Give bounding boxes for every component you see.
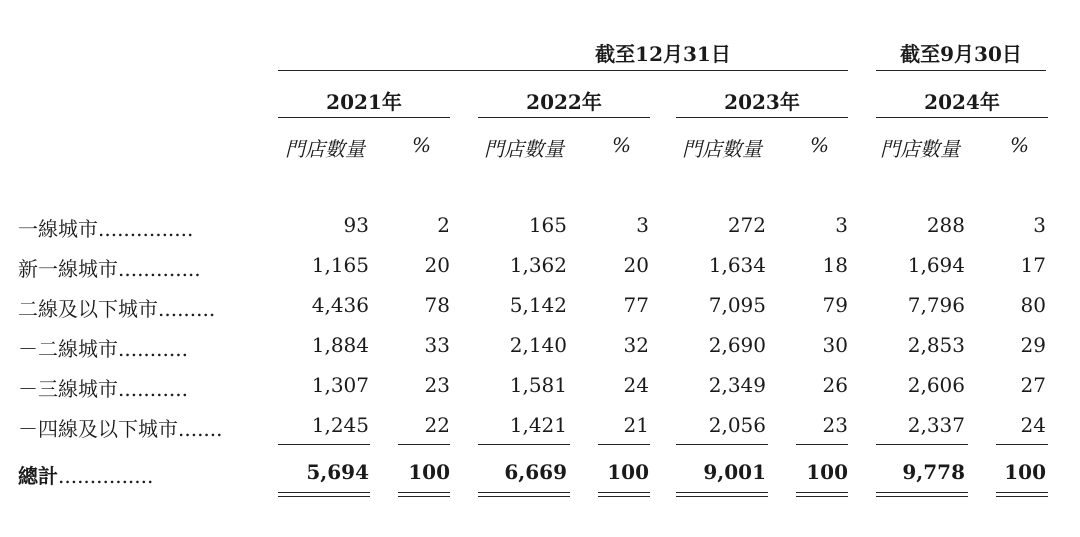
cell-pct-2023: 79 (822, 293, 848, 317)
cell-pct-2021: 33 (424, 333, 450, 357)
total-double-rule (796, 492, 848, 497)
leader-dots: ........... (118, 337, 188, 361)
cell-stores-2021: 1,307 (311, 373, 369, 397)
year-rule-2023 (676, 117, 848, 118)
leader-dots: ........... (118, 377, 188, 401)
cell-stores-2023: 2,349 (708, 373, 766, 397)
row-label: 一線城市 (18, 217, 98, 241)
subheader-pct-2024: % (1010, 133, 1030, 157)
cell-pct-2021: 22 (424, 413, 450, 437)
cell-stores-2022: 2,140 (509, 333, 567, 357)
cell-stores-2022: 1,421 (509, 413, 567, 437)
cell-pct-2022: 77 (623, 293, 649, 317)
cell-stores-2023: 1,634 (708, 253, 766, 277)
subheader-pct-2021: % (412, 133, 432, 157)
cell-stores-2024: 288 (926, 213, 965, 237)
total-double-rule (278, 492, 370, 497)
subheader-pct-2023: % (810, 133, 830, 157)
subtotal-rule (876, 444, 968, 445)
cell-pct-2021: 2 (437, 213, 450, 237)
cell-stores-2023: 272 (727, 213, 766, 237)
row-label: －二線城市 (18, 337, 118, 361)
cell-pct-2022: 20 (623, 253, 649, 277)
cell-pct-2022: 32 (623, 333, 649, 357)
cell-pct-2022: 24 (623, 373, 649, 397)
year-rule-2021 (278, 117, 450, 118)
cell-stores-2024: 1,694 (907, 253, 965, 277)
leader-dots: ............... (58, 464, 154, 488)
year-header-2024: 2024年 (924, 90, 1000, 114)
cell-pct-2024: 80 (1020, 293, 1046, 317)
cell-stores-2024: 2,337 (907, 413, 965, 437)
year-rule-2024 (876, 117, 1048, 118)
leader-dots: ............... (98, 217, 194, 241)
year-rule-2022 (478, 117, 650, 118)
subheader-stores-2023: 門店數量 (682, 137, 762, 161)
subheader-pct-2022: % (612, 133, 632, 157)
row-label: 二線及以下城市 (18, 297, 158, 321)
leader-dots: ......... (158, 297, 216, 321)
cell-pct-2023: 23 (822, 413, 848, 437)
year-header-2021: 2021年 (326, 90, 402, 114)
cell-stores-2024: 2,606 (907, 373, 965, 397)
subtotal-rule (796, 444, 848, 445)
leader-dots: ....... (178, 417, 223, 441)
total-double-rule (398, 492, 450, 497)
total-stores-2024: 9,778 (902, 460, 965, 484)
total-pct-2022: 100 (607, 460, 649, 484)
year-header-2023: 2023年 (724, 90, 800, 114)
total-double-rule (598, 492, 650, 497)
cell-pct-2024: 3 (1033, 213, 1046, 237)
cell-stores-2024: 7,796 (907, 293, 965, 317)
cell-stores-2022: 5,142 (509, 293, 567, 317)
total-double-rule (676, 492, 768, 497)
leader-dots: ............. (118, 257, 201, 281)
cell-pct-2022: 3 (636, 213, 649, 237)
total-double-rule (876, 492, 968, 497)
period-header-dec31: 截至12月31日 (595, 42, 731, 66)
cell-pct-2024: 27 (1020, 373, 1046, 397)
subheader-stores-2024: 門店數量 (880, 137, 960, 161)
subtotal-rule (996, 444, 1048, 445)
cell-stores-2022: 165 (528, 213, 567, 237)
cell-stores-2021: 93 (343, 213, 369, 237)
year-header-2022: 2022年 (526, 90, 602, 114)
cell-pct-2022: 21 (623, 413, 649, 437)
cell-stores-2023: 2,056 (708, 413, 766, 437)
subtotal-rule (398, 444, 450, 445)
subheader-stores-2022: 門店數量 (484, 137, 564, 161)
total-label: 總計 (18, 464, 58, 488)
total-pct-2023: 100 (806, 460, 848, 484)
subtotal-rule (278, 444, 370, 445)
cell-pct-2024: 17 (1020, 253, 1046, 277)
cell-stores-2024: 2,853 (907, 333, 965, 357)
cell-pct-2021: 78 (424, 293, 450, 317)
cell-pct-2024: 29 (1020, 333, 1046, 357)
total-stores-2021: 5,694 (306, 460, 369, 484)
period-header-sep30: 截至9月30日 (900, 42, 1022, 66)
cell-stores-2022: 1,581 (509, 373, 567, 397)
cell-pct-2021: 20 (424, 253, 450, 277)
period-rule-2 (876, 70, 1046, 71)
cell-stores-2023: 2,690 (708, 333, 766, 357)
subtotal-rule (478, 444, 570, 445)
total-pct-2024: 100 (1004, 460, 1046, 484)
cell-pct-2023: 18 (822, 253, 848, 277)
total-pct-2021: 100 (408, 460, 450, 484)
subtotal-rule (676, 444, 768, 445)
cell-stores-2021: 1,245 (311, 413, 369, 437)
period-rule-1 (278, 70, 848, 71)
cell-pct-2021: 23 (424, 373, 450, 397)
cell-pct-2023: 30 (822, 333, 848, 357)
total-stores-2023: 9,001 (703, 460, 766, 484)
cell-stores-2021: 1,165 (311, 253, 369, 277)
row-label: －四線及以下城市 (18, 417, 178, 441)
total-double-rule (478, 492, 570, 497)
subheader-stores-2021: 門店數量 (285, 137, 365, 161)
cell-stores-2021: 1,884 (311, 333, 369, 357)
row-label: －三線城市 (18, 377, 118, 401)
cell-stores-2021: 4,436 (311, 293, 369, 317)
cell-pct-2023: 26 (822, 373, 848, 397)
total-stores-2022: 6,669 (504, 460, 567, 484)
cell-stores-2022: 1,362 (509, 253, 567, 277)
total-double-rule (996, 492, 1048, 497)
row-label: 新一線城市 (18, 257, 118, 281)
cell-pct-2024: 24 (1020, 413, 1046, 437)
cell-pct-2023: 3 (835, 213, 848, 237)
cell-stores-2023: 7,095 (708, 293, 766, 317)
subtotal-rule (598, 444, 650, 445)
